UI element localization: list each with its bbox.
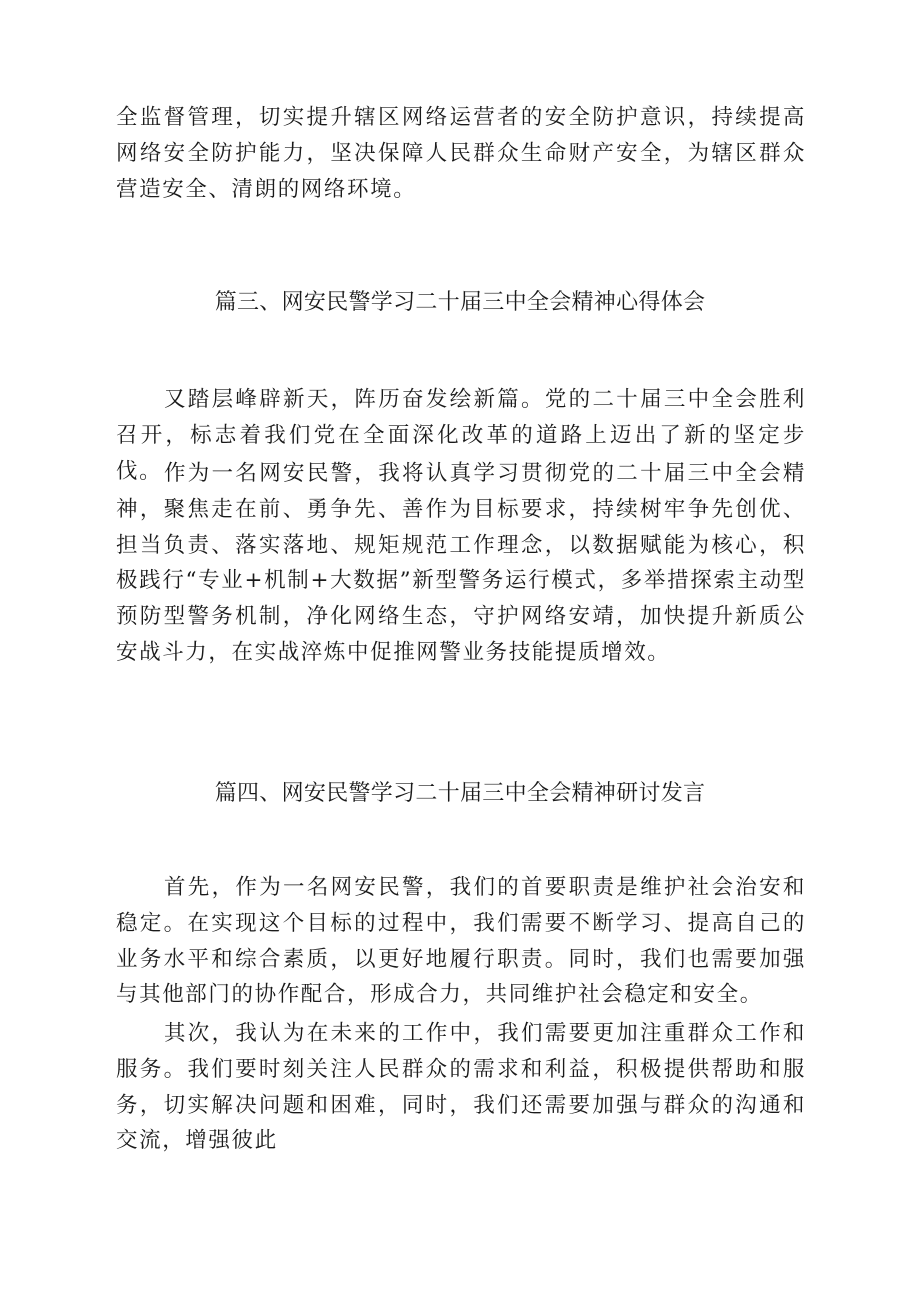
paragraph-continued: 全监督管理，切实提升辖区网络运营者的安全防护意识，持续提高网络安全防护能力，坚决保障人民群众生命财产安全，为辖区群众营造安全、清朗的网络环境。 — [116, 105, 806, 202]
paragraph-section3-2: 作为一名网安民警，我将认真学习贯彻党的二十届三中全会精神，聚焦走在前、勇争先、善作为目标要求，持续树牢争先创优、担当负责、落实落地、规矩规范工作理念，以数据赋能为核心，积极践行“专业+机制+大数据”新型警务运行模式，多举措探索主动型预防型警务机制，净化网络生态，守护网络安靖，加快提升新质公安战斗力，在实战淬炼中促推网警业务技能提质增效。 — [116, 461, 806, 665]
paragraph-section4-1: 首先，作为一名网安民警，我们的首要职责是维护社会治安和稳定。在实现这个目标的过程中，我们需要不断学习、提高自己的业务水平和综合素质，以更好地履行职责。同时，我们也需要加强与其他部门的协作配合，形成合力，共同维护社会稳定和安全。 — [116, 875, 806, 1008]
section-heading-3: 篇三、网安民警学习二十届三中全会精神心得体会 — [214, 290, 706, 315]
paragraph-section3-1: 又踏层峰辟新天，阵历奋发绘新篇。党的二十届三中全会胜利召开，标志着我们党在全面深化改革的道路上迈出了新的坚定步伐。 — [116, 387, 806, 484]
paragraph-section4-2: 其次，我认为在未来的工作中，我们需要更加注重群众工作和服务。我们要时刻关注人民群众的需求和利益，积极提供帮助和服务，切实解决问题和困难，同时，我们还需要加强与群众的沟通和交流，增强彼此 — [116, 1021, 806, 1154]
section-heading-4: 篇四、网安民警学习二十届三中全会精神研讨发言 — [214, 781, 706, 806]
